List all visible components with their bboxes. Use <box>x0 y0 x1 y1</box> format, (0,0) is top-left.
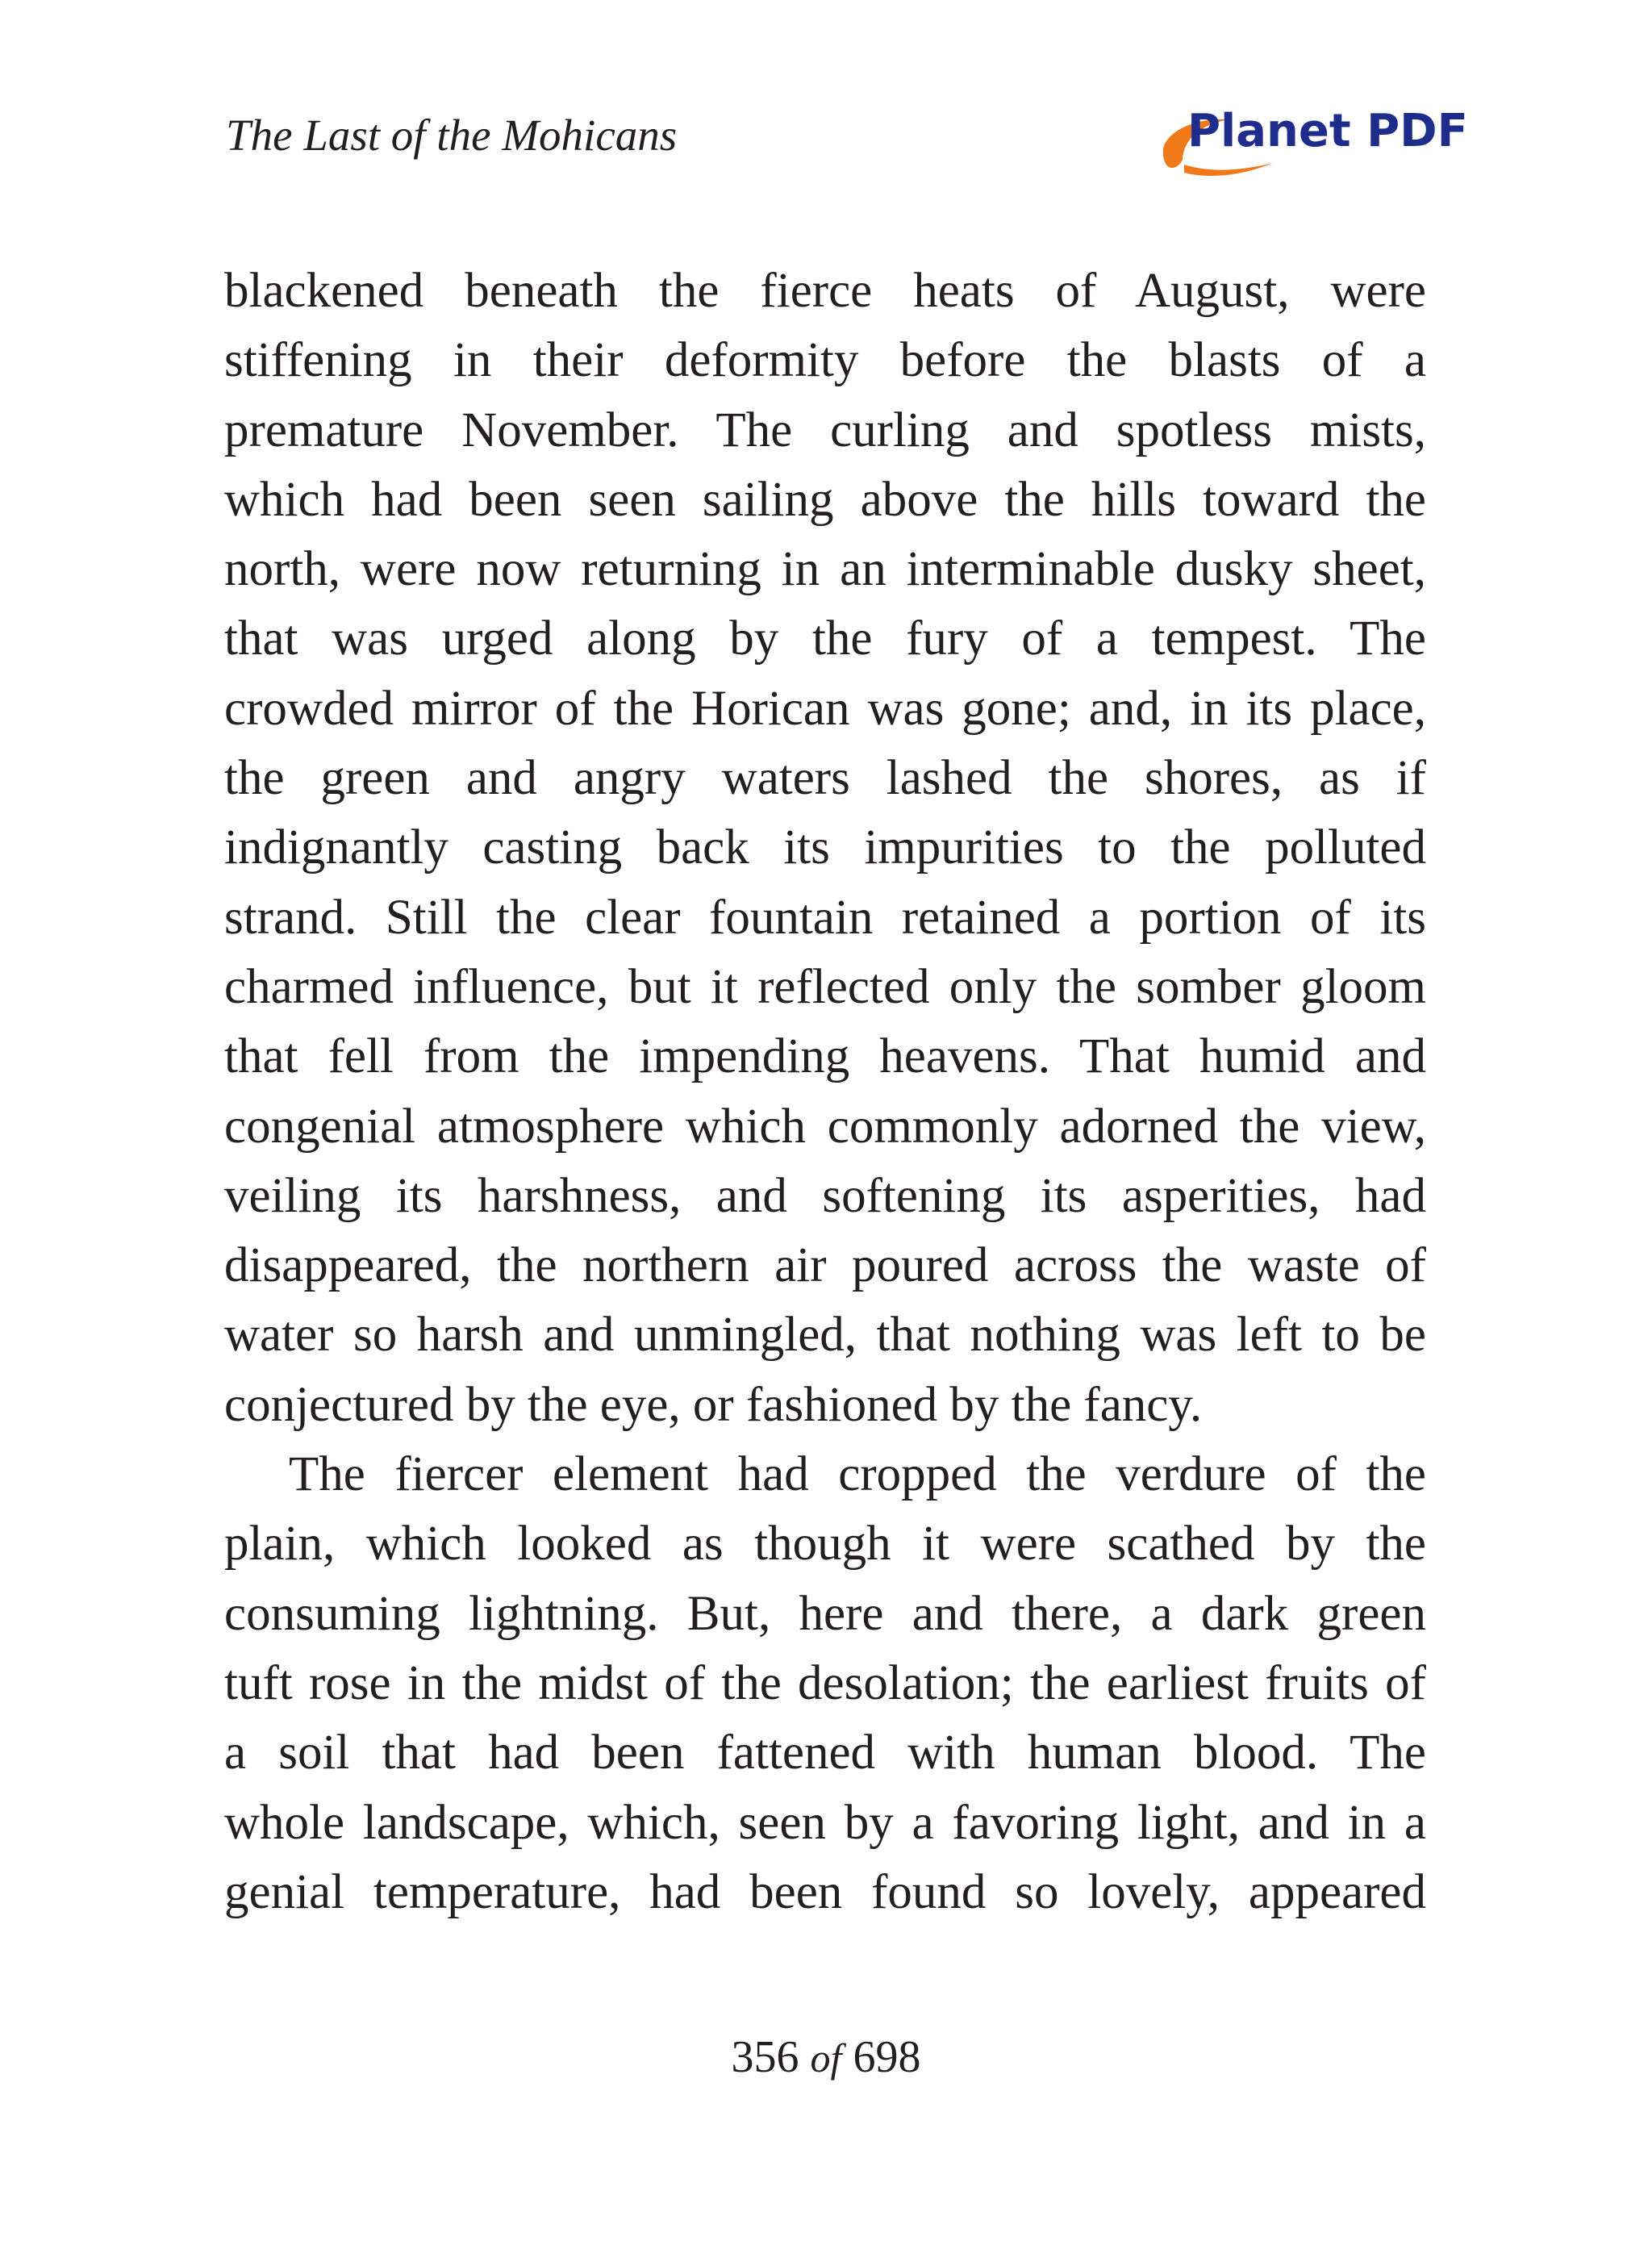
text-line: stiffening in their deformity before the blasts of a <box>224 333 1426 388</box>
text-line: the green and angry waters lashed the shores, as if <box>224 751 1426 806</box>
text-line: a soil that had been fattened with human blood. The <box>224 1726 1426 1780</box>
page-folio <box>0 2025 1652 2090</box>
running-title: The Last of the Mohicans <box>226 111 678 160</box>
logo-text: Planet PDF <box>1187 105 1468 157</box>
text-line: which had been seen sailing above the hills toward the <box>224 472 1426 527</box>
text-line: blackened beneath the fierce heats of August, were <box>224 264 1426 318</box>
page-number: 356 <box>731 2032 799 2082</box>
page-of-label: of <box>810 2035 842 2081</box>
body-text <box>224 257 1426 1927</box>
text-line: that was urged along by the fury of a tempest. The <box>224 612 1426 666</box>
text-line: indignantly casting back its impurities to the polluted <box>224 820 1426 875</box>
planet-pdf-logo <box>1152 95 1468 184</box>
text-line: genial temperature, had been found so lovely, appeared <box>224 1864 1426 1919</box>
text-line: that fell from the impending heavens. That humid and <box>224 1029 1426 1084</box>
text-line: The fiercer element had cropped the verdure of the <box>289 1447 1426 1502</box>
text-line: tuft rose in the midst of the desolation; the earliest fruits of <box>224 1655 1426 1710</box>
text-line: conjectured by the eye, or fashioned by the fancy. <box>224 1377 1203 1432</box>
text-line: plain, which looked as though it were scathed by the <box>224 1517 1426 1572</box>
text-line: whole landscape, which, seen by a favoring light, and in a <box>224 1795 1426 1850</box>
text-line: water so harsh and unmingled, that nothing was left to be <box>224 1308 1426 1363</box>
text-line: premature November. The curling and spotless mists, <box>224 403 1426 457</box>
text-line: consuming lightning. But, here and there, a dark green <box>224 1586 1426 1641</box>
text-line: disappeared, the northern air poured across the waste of <box>224 1238 1426 1293</box>
text-line: north, were now returning in an interminable dusky sheet, <box>224 542 1426 597</box>
text-line: veiling its harshness, and softening its asperities, had <box>224 1168 1426 1223</box>
text-line: congenial atmosphere which commonly adorned the view, <box>224 1099 1426 1154</box>
text-line: charmed influence, but it reflected only the somber gloom <box>224 959 1426 1014</box>
text-line: crowded mirror of the Horican was gone; and, in its place, <box>224 681 1426 736</box>
page-total: 698 <box>853 2032 921 2082</box>
text-line: strand. Still the clear fountain retained a portion of its <box>224 890 1426 945</box>
